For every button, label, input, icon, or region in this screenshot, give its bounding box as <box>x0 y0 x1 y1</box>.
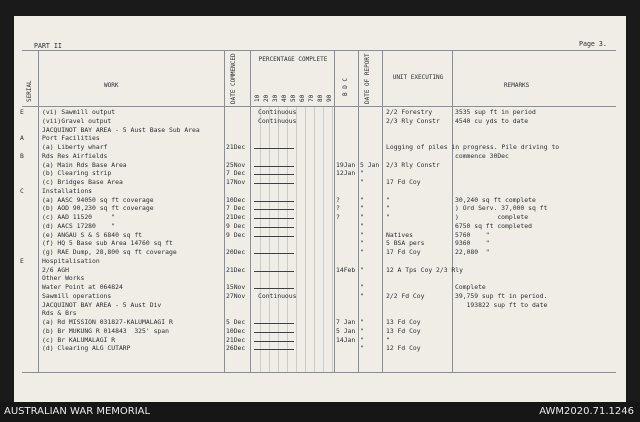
progress-mark <box>254 236 294 237</box>
cell-remarks: commence 30Dec <box>455 151 509 160</box>
cell-percentage: Continuous <box>258 291 297 300</box>
footer-source: AUSTRALIAN WAR MEMORIAL <box>4 406 151 417</box>
progress-mark <box>254 288 294 289</box>
cell-bdc: ? <box>336 204 340 213</box>
cell-remarks: 4540 cu yds to date <box>455 116 529 125</box>
cell-bdc: 14Feb <box>336 265 356 274</box>
table-row <box>14 301 626 309</box>
progress-mark <box>254 148 294 149</box>
cell-date-commenced: 7 Dec <box>226 169 246 178</box>
header-remarks: REMARKS <box>504 82 530 89</box>
cell-unit-executing: 12 Fd Coy <box>386 344 421 353</box>
cell-work: (d) Clearing ALG CUTARP <box>42 344 131 353</box>
cell-bdc: 12Jan <box>336 169 356 178</box>
cell-work: (a) Main Rds Base Area <box>42 160 127 169</box>
cell-work: (d) AACS 17280 " <box>42 221 116 230</box>
document-sheet <box>14 16 626 402</box>
cell-date-of-report: " <box>360 178 364 186</box>
cell-work: Water Point at 064824 <box>42 283 123 291</box>
cell-date-commenced: 17Nov <box>226 178 246 186</box>
progress-mark <box>254 271 294 272</box>
cell-work: (b) Br MUKUNG R 014843 325' span <box>42 326 169 335</box>
cell-work: 2/6 AGH <box>42 265 69 274</box>
cell-date-of-report: " <box>360 230 364 239</box>
cell-unit-executing: " <box>386 335 390 344</box>
cell-bdc: ? <box>336 195 340 204</box>
cell-unit-executing: 13 Fd Coy <box>386 318 421 326</box>
table-row <box>14 152 626 160</box>
cell-date-of-report: " <box>360 283 364 291</box>
table-row <box>14 126 626 134</box>
header-top-rule <box>22 50 616 51</box>
cell-percentage: Continuous <box>258 116 297 125</box>
cell-work: (a) Liberty wharf <box>42 143 108 151</box>
cell-serial: E <box>20 108 24 116</box>
header-percentage-complete: PERCENTAGE COMPLETE <box>258 56 328 63</box>
table-row <box>14 196 626 204</box>
progress-mark <box>254 174 294 175</box>
cell-date-of-report: " <box>360 335 364 344</box>
cell-work: Installations <box>42 186 93 195</box>
cell-unit-executing: 17 Fd Coy <box>386 248 421 256</box>
pct-tick-label: 40 <box>281 94 288 102</box>
cell-remarks: 39,759 sup ft in period. <box>455 291 548 300</box>
table-row <box>14 231 626 239</box>
cell-remarks: 5760 " <box>455 230 490 239</box>
cell-remarks: 193822 sup ft to date <box>455 300 548 309</box>
cell-serial: A <box>20 134 24 143</box>
cell-serial: B <box>20 151 24 160</box>
cell-percentage: Continuous <box>258 108 297 116</box>
cell-date-of-report: " <box>360 239 364 248</box>
pct-tick-label: 50 <box>290 94 297 102</box>
cell-date-commenced: 21Dec <box>226 335 246 344</box>
progress-mark <box>254 201 294 202</box>
cell-date-commenced: 15Nov <box>226 283 246 291</box>
header-date-commenced: DATE COMMENCED <box>230 53 237 104</box>
table-row <box>14 143 626 151</box>
cell-date-of-report: " <box>360 291 364 300</box>
cell-serial: C <box>20 186 24 195</box>
table-row <box>14 134 626 142</box>
cell-work: (c) Bridges Base Area <box>42 178 123 186</box>
cell-date-of-report: " <box>360 195 364 204</box>
table-row <box>14 309 626 317</box>
cell-work: Rds Res Airfields <box>42 151 108 160</box>
table-row <box>14 239 626 247</box>
table-row <box>14 336 626 344</box>
cell-date-commenced: 21Dec <box>226 143 246 151</box>
cell-remarks: 22,080 " <box>455 248 490 256</box>
pct-tick-label: 30 <box>272 94 279 102</box>
cell-work: Sawmill operations <box>42 291 112 300</box>
cell-unit-executing: 2/3 Rly Constr <box>386 116 440 125</box>
table-row <box>14 274 626 282</box>
cell-bdc: 5 Jan <box>336 326 356 335</box>
cell-date-of-report: " <box>360 318 364 326</box>
cell-date-of-report: " <box>360 248 364 256</box>
cell-remarks: 9360 " <box>455 239 490 248</box>
cell-date-of-report: " <box>360 221 364 230</box>
table-row <box>14 222 626 230</box>
cell-date-commenced: 7 Dec <box>226 204 246 213</box>
table-row <box>14 257 626 265</box>
header-unit-executing: UNIT EXECUTING <box>392 74 444 81</box>
cell-date-of-report: " <box>360 204 364 213</box>
cell-unit-executing: 2/2 Forestry <box>386 108 433 116</box>
table-row <box>14 248 626 256</box>
cell-unit-executing: 17 Fd Coy <box>386 178 421 186</box>
cell-work: (b) AOD 90,230 sq ft coverage <box>42 204 154 213</box>
cell-date-of-report: " <box>360 326 364 335</box>
cell-date-commenced: 10Dec <box>226 326 246 335</box>
cell-work: (c) AAD 11520 " <box>42 213 116 221</box>
table-row <box>14 108 626 116</box>
progress-mark <box>254 209 294 210</box>
cell-unit-executing: 2/2 Fd Coy <box>386 291 425 300</box>
cell-date-commenced: 21Dec <box>226 265 246 274</box>
cell-work: (e) ANGAU S & S 6840 sq ft <box>42 230 143 239</box>
cell-unit-executing: " <box>386 195 390 204</box>
cell-serial: E <box>20 256 24 265</box>
header-work: WORK <box>104 82 119 89</box>
page-number: Page 3. <box>579 40 607 48</box>
cell-work: (g) RAE Dump, 28,800 sq ft coverage <box>42 248 177 256</box>
cell-work: Rds & Brs <box>42 309 77 318</box>
cell-date-commenced: 25Nov <box>226 160 246 169</box>
cell-remarks: Complete <box>455 283 486 291</box>
cell-bdc: ? <box>336 213 340 221</box>
cell-unit-executing: Natives <box>386 230 413 239</box>
cell-remarks: 3535 sup ft in period <box>455 108 536 116</box>
progress-mark <box>254 341 294 342</box>
cell-date-of-report: " <box>360 169 364 178</box>
cell-date-commenced: 21Dec <box>226 213 246 221</box>
table-row <box>14 292 626 300</box>
cell-date-commenced: 27Nov <box>226 291 246 300</box>
cell-unit-executing: " <box>386 213 390 221</box>
cell-work: Port Facilities <box>42 134 100 143</box>
progress-mark <box>254 349 294 350</box>
header-serial: SERIAL <box>26 80 33 102</box>
pct-tick-label: 80 <box>317 94 324 102</box>
cell-unit-executing: " <box>386 204 390 213</box>
cell-date-of-report: 5 Jan <box>360 160 380 169</box>
footer-id: AWM2020.71.1246 <box>539 406 634 417</box>
table-row <box>14 187 626 195</box>
progress-mark <box>254 183 294 184</box>
part-label: PART II <box>34 42 62 50</box>
footer-bar <box>0 402 640 422</box>
cell-remarks: 30,240 sq ft complete <box>455 195 536 204</box>
cell-date-commenced: 9 Dec <box>226 230 246 239</box>
table-row <box>14 283 626 291</box>
table-row <box>14 344 626 352</box>
table-row <box>14 178 626 186</box>
progress-mark <box>254 253 294 254</box>
cell-date-of-report: " <box>360 265 364 274</box>
cell-work: (a) Rd MISSION 031827-KALUMALAGI R <box>42 318 173 326</box>
table-row <box>14 204 626 212</box>
cell-work: Hospitalisation <box>42 256 100 265</box>
cell-work: (f) HQ 5 Base sub Area 14760 sq ft <box>42 239 173 248</box>
cell-work: JACQUINOT BAY AREA - 5 Aust Div <box>42 300 162 309</box>
cell-date-of-report: " <box>360 344 364 353</box>
cell-work: (vi) Sawmill output <box>42 108 116 116</box>
cell-remarks: 6750 sq ft completed <box>455 221 532 230</box>
header-bdc: B D C <box>342 77 349 96</box>
cell-unit-executing: Logging of piles in progress. Pile driving to <box>386 143 560 151</box>
cell-unit-executing: 13 Fd Coy <box>386 326 421 335</box>
cell-date-commenced: 20Dec <box>226 248 246 256</box>
cell-unit-executing: 2/3 Rly Constr <box>386 160 440 169</box>
pct-tick-label: 20 <box>263 94 270 102</box>
cell-work: (a) AASC 94050 sq ft coverage <box>42 195 154 204</box>
cell-remarks: ) Ord Serv. 37,000 sq ft <box>455 204 548 213</box>
progress-mark <box>254 218 294 219</box>
cell-unit-executing: 12 A Tps Coy 2/3 Rly <box>386 265 463 274</box>
cell-work: (vii)Gravel output <box>42 116 112 125</box>
pct-tick-label: 90 <box>326 94 333 102</box>
progress-mark <box>254 332 294 333</box>
table-row <box>14 161 626 169</box>
cell-date-of-report: " <box>360 213 364 221</box>
header-bottom-rule <box>22 106 616 107</box>
cell-work: Other Works <box>42 274 85 283</box>
cell-date-commenced: 9 Dec <box>226 221 246 230</box>
table-row <box>14 117 626 125</box>
pct-tick-label: 70 <box>308 94 315 102</box>
header-date-of-report: DATE OF REPORT <box>364 53 371 104</box>
pct-tick-label: 10 <box>254 94 261 102</box>
cell-unit-executing: 5 BSA pers <box>386 239 425 248</box>
table-row <box>14 213 626 221</box>
cell-work: JACQUINOT BAY AREA - 5 Aust Base Sub Area <box>42 125 200 134</box>
progress-mark <box>254 227 294 228</box>
cell-date-commenced: 26Dec <box>226 344 246 353</box>
table-row <box>14 169 626 177</box>
cell-bdc: 7 Jan <box>336 318 356 326</box>
table-row <box>14 266 626 274</box>
cell-work: (c) Br KALUMALAGI R <box>42 335 116 344</box>
cell-remarks: ) complete <box>455 213 529 221</box>
cell-date-commenced: 10Dec <box>226 195 246 204</box>
table-row <box>14 327 626 335</box>
progress-mark <box>254 166 294 167</box>
table-row <box>14 318 626 326</box>
progress-mark <box>254 323 294 324</box>
cell-work: (b) Clearing strip <box>42 169 112 178</box>
cell-bdc: 19Jan <box>336 160 356 169</box>
cell-bdc: 14Jan <box>336 335 356 344</box>
table-bottom-rule <box>22 372 616 373</box>
pct-tick-label: 60 <box>299 94 306 102</box>
cell-date-commenced: 5 Dec <box>226 318 246 326</box>
